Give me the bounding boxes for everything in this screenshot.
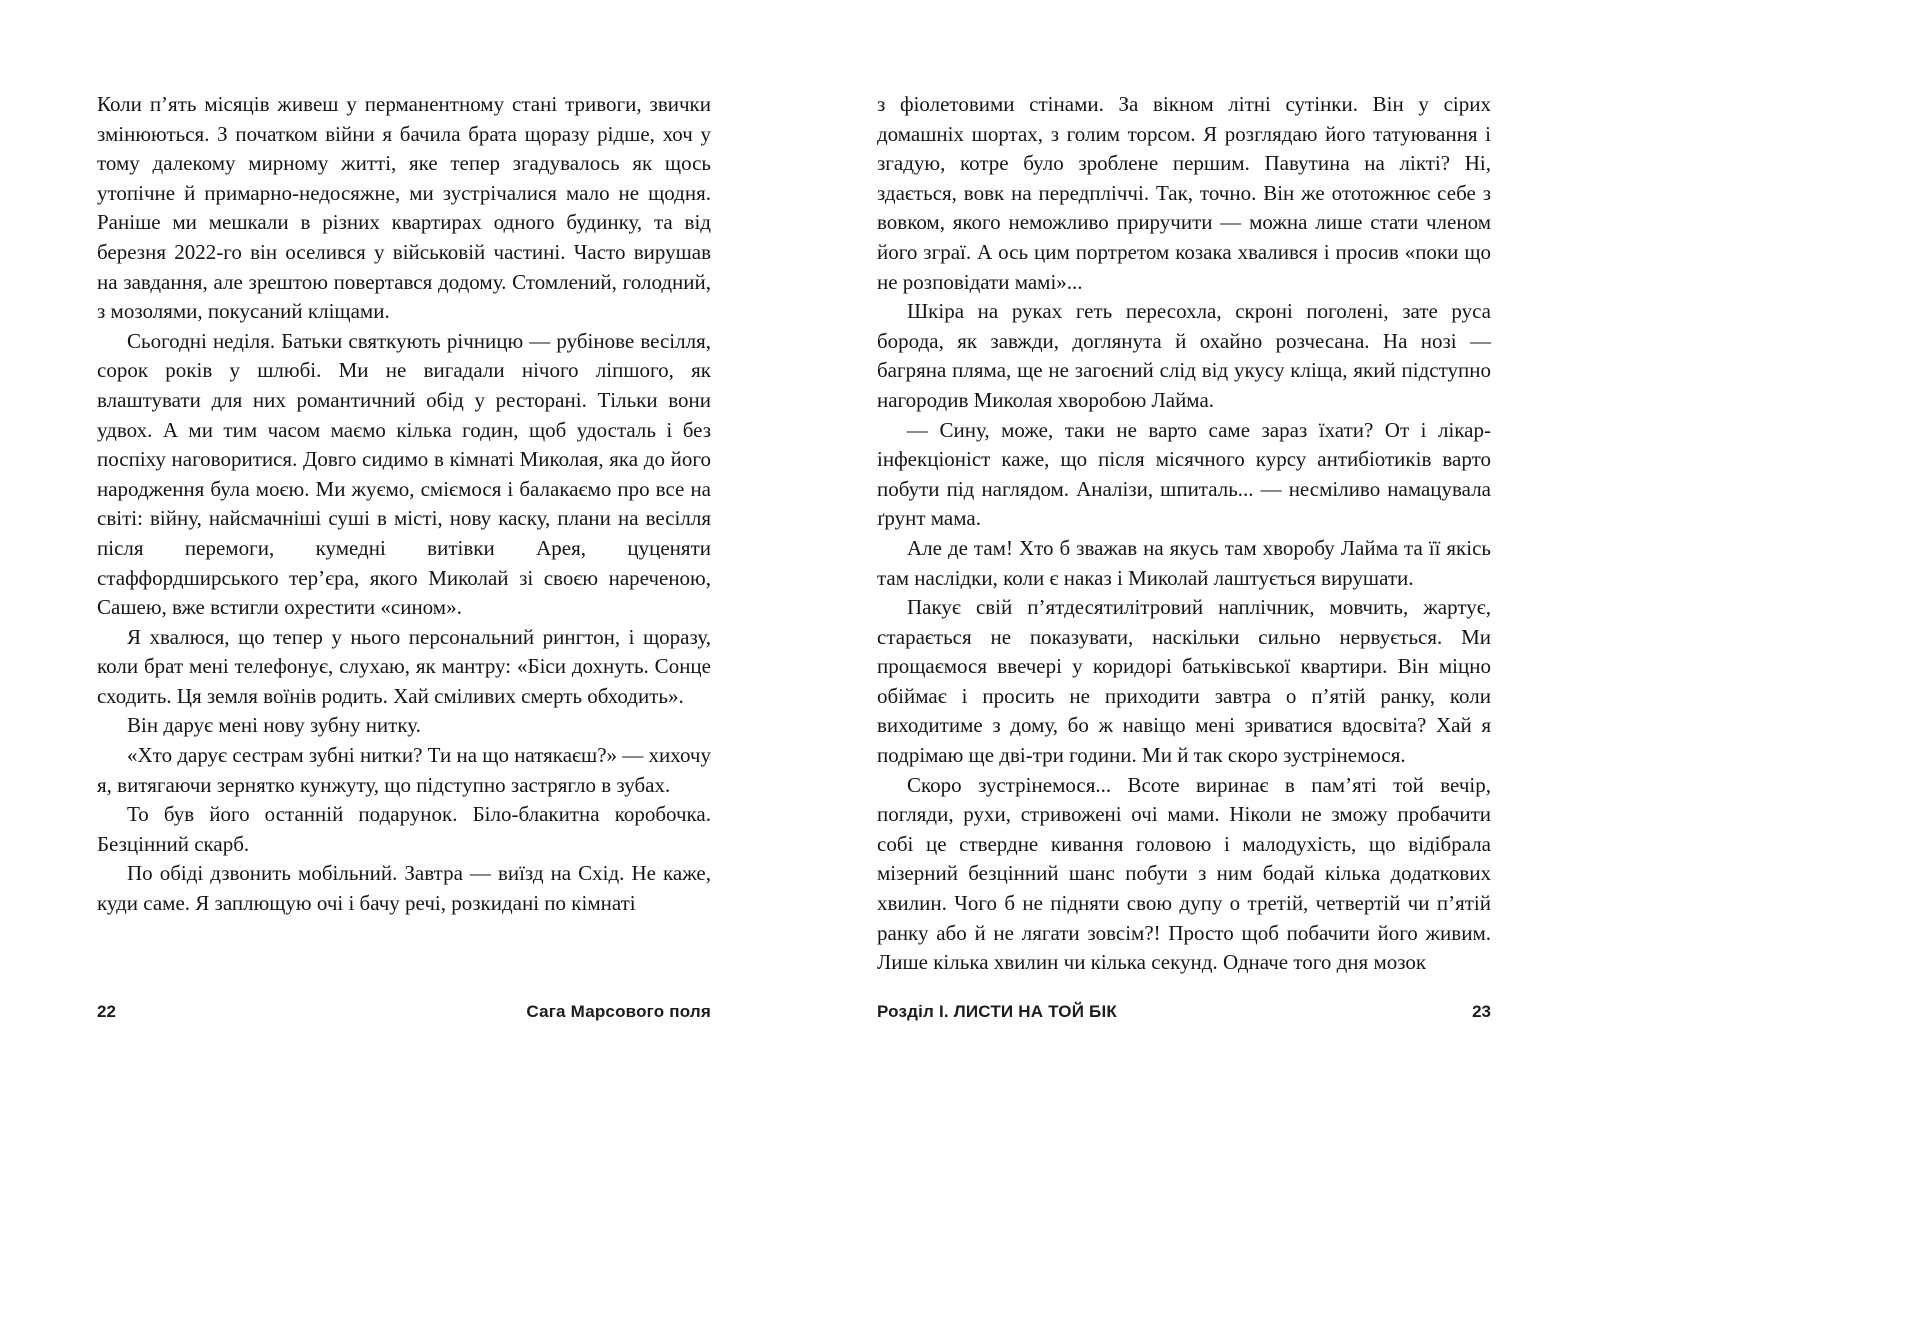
paragraph: То був його останній подарунок. Біло-блакитна коробочка. Безцінний скарб. — [97, 802, 711, 856]
paragraph: «Хто дарує сестрам зубні нитки? Ти на що натякаєш?» — хихочу я, витягаючи зернятко кунжуту, що підступно застрягло в зубах. — [97, 743, 711, 797]
page-right-footer — [877, 1002, 1491, 1022]
paragraph: Він дарує мені нову зубну нитку. — [127, 713, 421, 738]
paragraph: Скоро зустрінемося... Всоте виринає в пам’яті той вечір, погляди, рухи, стривожені очі мами. Ніколи не зможу пробачити собі це ствердне кивання головою і малодухість, що відібрала мізерний безцінний шанс побути з ним бодай кілька додаткових хвилин. Чого б не підняти свою дупу о третій, четвертій чи п’ятій ранку або й не лягати зовсім?! Просто щоб побачити його живим. Лише кілька хвилин чи кілька секунд. Одначе того дня мозок — [877, 772, 1491, 975]
page-number-right: 23 — [1472, 1002, 1491, 1021]
running-title-chapter: Розділ І. ЛИСТИ НА ТОЙ БІК — [877, 1002, 1117, 1021]
paragraph: Шкіра на руках геть пересохла, скроні поголені, зате руса борода, як завжди, доглянута й охайно розчесана. На нозі — багряна пляма, ще не загоєний слід від укусу кліща, який підступно нагородив Миколая хворобою Лайма. — [877, 299, 1491, 412]
paragraph: По обіді дзвонить мобільний. Завтра — виїзд на Схід. Не каже, куди саме. Я заплющую очі і бачу речі, розкидані по кімнаті — [97, 861, 711, 916]
paragraph: Коли п’ять місяців живеш у перманентному стані тривоги, звички змінюються. З початком війни я бачила брата щоразу рідше, хоч у тому далекому мирному житті, яке тепер згадувалось як щось утопічне й примарно-недосяжне, ми зустрічалися мало не щодня. Раніше ми мешкали в різних квартирах одного будинку, та від березня 2022-го він оселився у військовій частині. Часто вирушав на завдання, але зрештою повертався додому. Стомлений, голодний, з мозолями, покусаний кліщами. — [97, 92, 711, 324]
page-number-left: 22 — [97, 1002, 116, 1021]
paragraph: Я хвалюся, що тепер у нього персональний рингтон, і щоразу, коли брат мені телефонує, слухаю, як мантру: «Біси дохнуть. Сонце сходить. Ця земля воїнів родить. Хай сміливих смерть обходить». — [97, 624, 711, 708]
page-left — [97, 90, 711, 1050]
page-left-body-text — [97, 90, 711, 919]
page-left-footer — [97, 1002, 711, 1022]
paragraph: Пакує свій п’ятдесятилітровий наплічник, мовчить, жартує, старається не показувати, наскільки сильно нервується. Ми прощаємося ввечері у коридорі батьківської квартири. Він міцно обіймає і просить не приходити завтра о п’ятій ранку, коли виходитиме з дому, бо ж навіщо мені зриватися вдосвіта? Хай я подрімаю ще дві-три години. Ми й так скоро зустрінемося. — [877, 595, 1491, 768]
paragraph: Але де там! Хто б зважав на якусь там хворобу Лайма та її якісь там наслідки, коли є наказ і Миколай лаштується вирушати. — [877, 535, 1491, 590]
paragraph: — Сину, може, таки не варто саме зараз їхати? От і лікар-інфекціоніст каже, що після місячного курсу антибіотиків варто побути під наглядом. Аналізи, шпиталь... — несміливо намацувала ґрунт мама. — [877, 417, 1491, 531]
page-right-body-text — [877, 90, 1491, 978]
running-title-book: Сага Марсового поля — [526, 1002, 711, 1021]
paragraph: з фіолетовими стінами. За вікном літні сутінки. Він у сірих домашніх шортах, з голим торсом. Я розглядаю його татуювання і згадую, котре було зроблене першим. Павутина на лікті? Ні, здається, вовк на передпліччі. Так, точно. Він же ототожнює себе з вовком, якого неможливо приручити — можна лише стати членом його зграї. А ось цим портретом козака хвалився і просив «поки що не розповідати мамі»... — [877, 92, 1491, 294]
page-right — [877, 90, 1491, 1050]
paragraph: Сьогодні неділя. Батьки святкують річницю — рубінове весілля, сорок років у шлюбі. Ми не вигадали нічого ліпшого, як влаштувати для них романтичний обід у ресторані. Тільки вони удвох. А ми тим часом маємо кілька годин, щоб удосталь і без поспіху наговоритися. Довго сидимо в кімнаті Миколая, яка до його народження була моєю. Ми жуємо, сміємося і балакаємо про все на світі: війну, найсмачніші суші в місті, нову каску, плани на весілля після перемоги, кумедні витівки Арея, цуценяти стаффордширського тер’єра, якого Миколай зі своєю нареченою, Сашею, вже встигли охрестити «сином». — [97, 328, 711, 620]
